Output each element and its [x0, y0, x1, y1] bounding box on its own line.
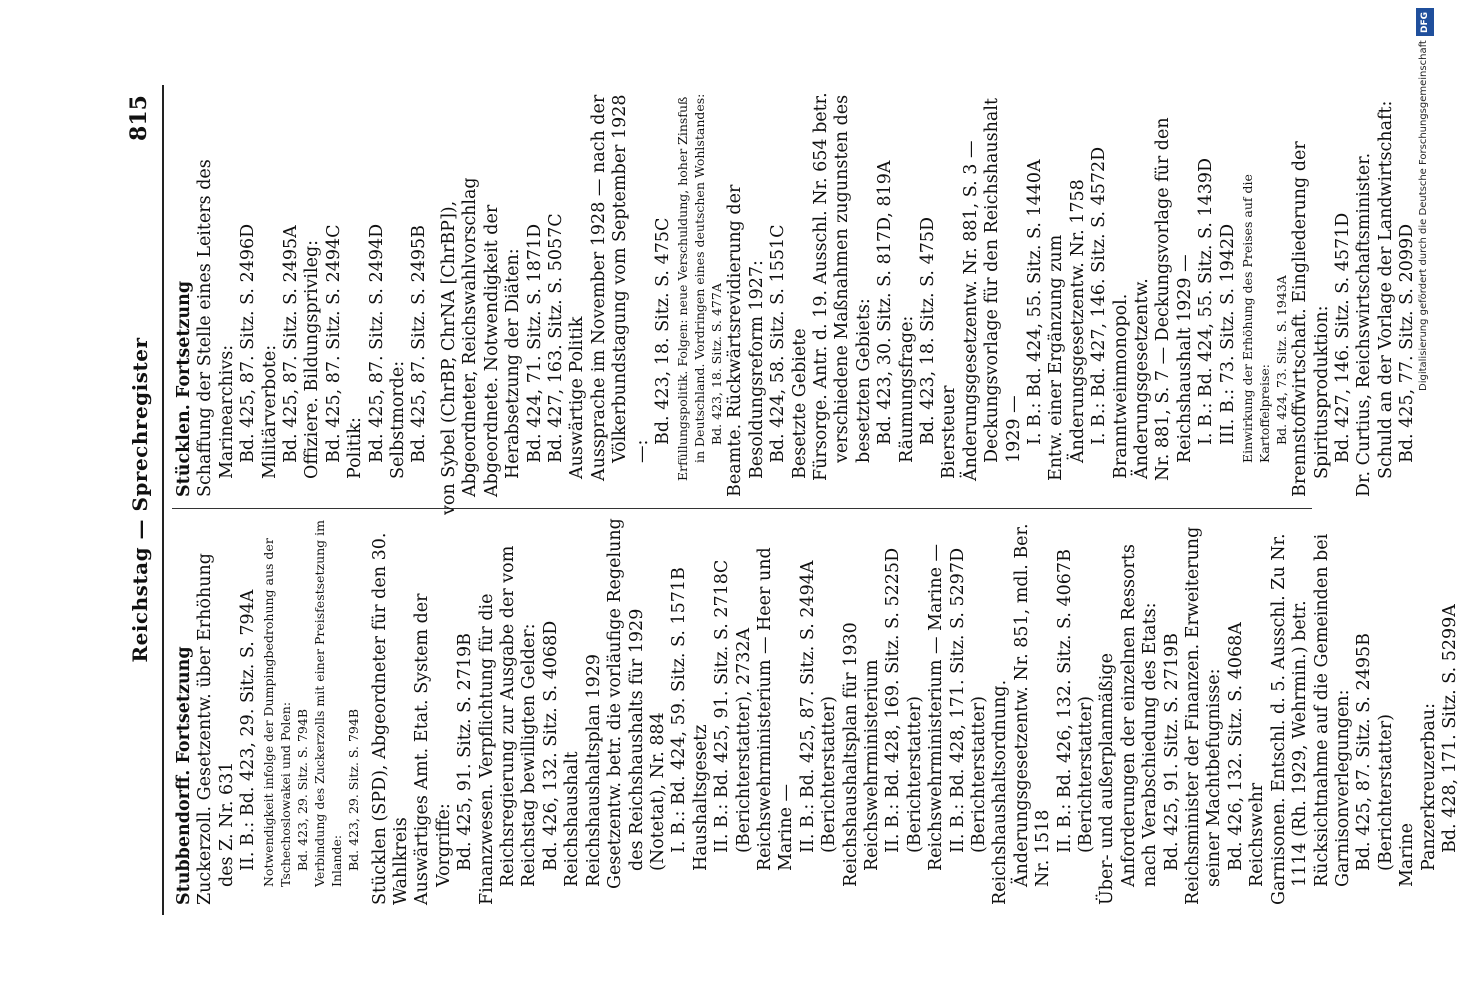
index-entry: Bd. 425, 91. Sitz. S. 2719B: [455, 633, 476, 871]
index-entry: Bd. 423, 18. Sitz. S. 477A: [709, 283, 725, 445]
index-entry: Beamte. Rückwärtsrevidierung der Besoldungsreform 1927:: [725, 184, 767, 497]
index-entry: Entw. einer Ergänzung zum Änderungsgesetzentw. Nr. 1758: [1046, 179, 1088, 481]
index-entry: II. B.: Bd. 428, 169. Sitz. S. 5225D (Berichterstatter): [883, 547, 925, 853]
index-entry: Bd. 424, 73. Sitz. S. 1943A: [1274, 275, 1290, 445]
index-entry: Reichswehrministerium — Heer und Marine —: [754, 547, 797, 871]
index-entry: Reichshaushaltsplan für 1930: [840, 622, 861, 887]
index-entry: von Sybel (ChrBP, ChrNA [ChrBP]), Abgeordneter, Reichswahlvorschlag: [438, 177, 481, 515]
index-entry: Reichshaushalt: [562, 751, 583, 887]
index-entry: Bd. 425, 87. Sitz. S. 2494C: [323, 224, 344, 463]
index-entry: Bd. 423, 18. Sitz. S. 475D: [918, 217, 938, 445]
index-entry: Räumungsfrage:: [896, 315, 917, 463]
funding-credit: Digitalisierung gefördert durch die Deutsche Forschungsgemeinschaft: [1418, 40, 1429, 391]
index-entry: Erfüllungspolitik. Folgen: neue Verschuldung, hoher Zinsfuß in Deutschland. Vordringen eines deutschen Wohlstandes:: [675, 93, 708, 481]
index-entry: Militärverbote:: [259, 344, 280, 479]
page-number: 815: [126, 95, 152, 141]
index-entry: I. B.: Bd. 424, 59. Sitz. S. 1571B: [669, 567, 690, 853]
index-entry: Haushaltsgesetz: [690, 724, 711, 871]
index-entry: Reichshaushaltsplan 1929: [583, 653, 604, 887]
index-entry: Notwendigkeit infolge der Dumpingbedrohung aus der Tschechoslowakei und Polen:: [260, 538, 293, 887]
index-entry: Bd. 423, 29. Sitz. S. 794B: [294, 708, 310, 871]
index-entry: Bd. 426, 132. Sitz. S. 4068A: [1225, 622, 1246, 871]
index-entry: Reichswehr: [1247, 782, 1268, 887]
index-entry: Zuckerzoll. Gesetzentw. über Erhöhung des Z. Nr. 631: [195, 553, 237, 905]
index-entry: Bd. 425, 87. Sitz. S. 2495B: [409, 225, 430, 463]
index-entry: II. B.: Bd. 425, 91. Sitz. S. 2718C (Berichterstatter), 2732A: [712, 559, 754, 853]
index-entry: Bd. 423, 30. Sitz. S. 817D, 819A: [875, 160, 896, 445]
index-entry: Nr. 881, S. 7 — Deckungsvorlage für den Reichshaushalt 1929 —: [1153, 117, 1195, 481]
index-entry: I. B.: Bd. 427, 146. Sitz. S. 4572D: [1089, 146, 1110, 445]
index-entry: Bd. 428, 171. Sitz. S. 5299A: [1439, 604, 1460, 853]
index-entry: Stücklen. Fortsetzung: [174, 280, 194, 497]
index-entry: Bd. 427, 163. Sitz. S. 5057C: [545, 213, 566, 463]
index-entry: Besetzte Gebiete: [789, 328, 810, 479]
index-entry: Bd. 425, 87. Sitz. S. 2495A: [281, 225, 302, 463]
index-entry: Biersteuer: [939, 385, 960, 479]
index-entry: Fürsorge. Antr. d. 19. Ausschl. Nr. 654 betr. verschiedene Maßnahmen zugunsten des besetzten Gebiets:: [810, 92, 874, 481]
page-header: [124, 85, 164, 915]
index-entry: Bd. 427, 146. Sitz. S. 4571D: [1332, 212, 1353, 463]
right-column: [174, 89, 1419, 515]
index-entry: Bd. 425, 87. Sitz. S. 2494D: [366, 223, 387, 463]
index-entry: Über- und außerplanmäßige Anforderungen der einzelnen Ressorts nach Verabschiedung des Etats:: [1097, 544, 1161, 905]
index-entry: Aussprache im November 1928 — nach der Völkerbundstagung vom September 1928 —:: [588, 94, 652, 481]
header-title: Reichstag — Sprechregister: [128, 337, 152, 663]
index-entry: Offiziere. Bildungsprivileg:: [302, 239, 323, 479]
index-entry: Bd. 424, 58. Sitz. S. 1551C: [768, 224, 789, 463]
column-divider: [172, 508, 1312, 509]
index-entry: Reichshaushaltsordnung. Änderungsgesetzentw. Nr. 851, mdl. Ber. Nr. 1518: [990, 523, 1054, 905]
left-column: [174, 517, 1461, 905]
index-entry: I. B.: Bd. 424, 55. Sitz. S. 1440A: [1025, 159, 1046, 445]
index-entry: Bd. 423, 29. Sitz. S. 794B: [345, 708, 361, 871]
index-entry: Änderungsgesetzentw. Nr. 881, S. 3 — Deckungsvorlage für den Reichshaushalt 1929 —: [960, 98, 1024, 481]
index-entry: Stücklen (SPD), Abgeordneter für den 30. Wahlkreis: [369, 532, 412, 905]
index-entry: Politik:: [345, 417, 366, 479]
index-entry: Schaffung der Stelle eines Leiters des Marinearchivs:: [195, 159, 237, 497]
index-entry: Bd. 425, 87. Sitz. S. 2495B (Berichterstatter): [1354, 633, 1396, 871]
dfg-logo: DFG: [1416, 8, 1434, 36]
index-entry: Branntweinmonopol. Änderungsgesetzentw.: [1110, 278, 1153, 479]
index-entry: Reichswehrministerium: [861, 659, 882, 871]
index-entry: II. B.: Bd. 428, 171. Sitz. S. 5297D (Berichterstatter): [947, 547, 989, 853]
index-entry: Auswärtiges Amt. Etat. System der Vorgriffe:: [412, 593, 454, 905]
index-entry: Garnisonen. Entschl. d. 5. Ausschl. Zu Nr. 1114 (Rh. 1929, Wehrmin.) betr. Rücksichtnahme auf die Gemeinden bei Garnisonverlegungen:: [1268, 533, 1353, 905]
index-entry: Bd. 425, 87. Sitz. S. 2496D: [238, 223, 259, 463]
index-entry: Bd. 423, 18. Sitz. S. 475C: [652, 217, 673, 445]
index-entry: Bd. 426, 132. Sitz. S. 4068D: [540, 620, 561, 871]
index-entry: Reichsminister der Finanzen. Erweiterung seiner Machtbefugnisse:: [1183, 526, 1225, 905]
index-entry: Bd. 425, 91. Sitz. S. 2719B: [1161, 633, 1182, 871]
index-entry: Brennstoffwirtschaft. Eingliederung der Spiritusproduktion:: [1290, 141, 1332, 497]
index-entry: Marine: [1397, 823, 1418, 887]
index-entry: II. B.: Bd. 426, 132. Sitz. S. 4067B (Berichterstatter): [1054, 549, 1097, 853]
index-entry: Stubbendorff. Fortsetzung: [174, 646, 194, 905]
index-entry: I. B.: Bd. 424, 55. Sitz. S. 1439D: [1196, 157, 1217, 445]
index-entry: III. B.: 73. Sitz. S. 1942D: [1217, 223, 1238, 445]
index-entry: Verbindung des Zuckerzolls mit einer Preisfestsetzung im Inlande:: [311, 520, 344, 887]
index-entry: Auswärtige Politik: [567, 316, 588, 479]
index-entry: Panzerkreuzerbau:: [1418, 703, 1439, 871]
index-entry: Abgeordnete. Notwendigkeit der Herabsetzung der Diäten:: [481, 204, 524, 497]
index-entry: II. B.: Bd. 423, 29. Sitz. S. 794A: [238, 589, 259, 871]
index-entry: II. B.: Bd. 425, 87. Sitz. S. 2494A (Berichterstatter): [797, 560, 840, 853]
index-entry: Bd. 424, 71. Sitz. S. 1871D: [524, 223, 545, 463]
index-entry: Finanzwesen. Verpflichtung für die Reichsregierung zur Ausgabe der vom Reichstag bewilligten Gelder:: [476, 545, 540, 905]
index-entry: Dr. Curtius, Reichswirtschaftsminister. Schuld an der Vorlage der Landwirtschaft:: [1354, 100, 1396, 497]
index-entry: Gesetzentw. betr. die vorläufige Regelung des Reichshaushalts für 1929 (Notetat), Nr. 884: [605, 518, 668, 889]
index-entry: Reichswehrministerium — Marine —: [926, 543, 947, 871]
index-entry: Selbstmorde:: [388, 360, 409, 479]
header-rule: [162, 85, 164, 915]
index-entry: Einwirkung der Erhöhung des Preises auf die Kartoffelpreise:: [1240, 174, 1273, 463]
index-entry: Bd. 425, 77. Sitz. S. 2099D: [1397, 223, 1418, 463]
